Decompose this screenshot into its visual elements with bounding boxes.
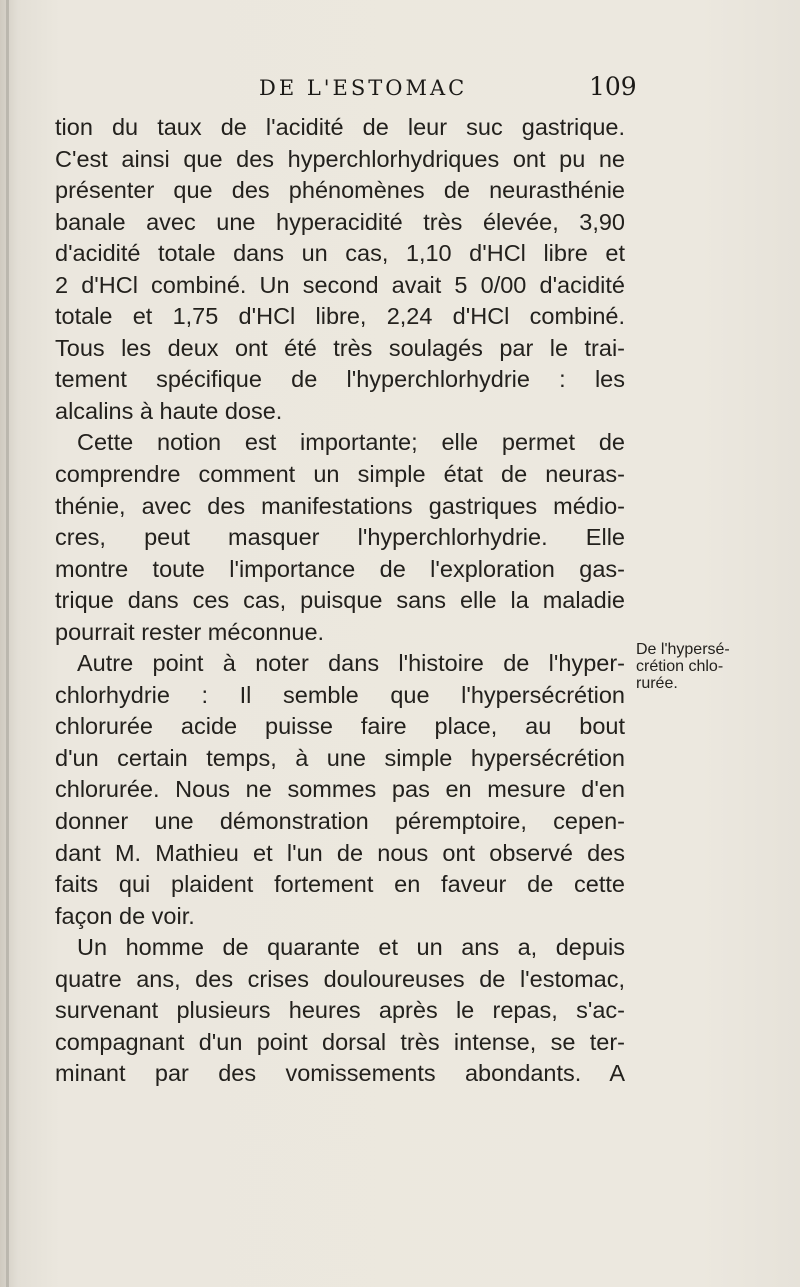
text-line: Tous les deux ont été très soulagés par le trai- bbox=[55, 334, 625, 361]
text-line: cres, peut masquer l'hyperchlorhydrie. Elle bbox=[55, 524, 625, 551]
text-line: montre toute l'importance de l'exploration gas- bbox=[55, 555, 625, 582]
text-line: chlorhydrie : Il semble que l'hypersécrétion bbox=[55, 681, 625, 708]
text-line: Cette notion est importante; elle permet de bbox=[77, 429, 625, 456]
margin-note-line: crétion chlo- bbox=[636, 658, 724, 675]
margin-note-line: rurée. bbox=[636, 675, 678, 692]
text-line: thénie, avec des manifestations gastriques médio- bbox=[55, 492, 625, 519]
text-line: 2 d'HCl combiné. Un second avait 5 0/00 d'acidité bbox=[55, 271, 625, 298]
text-line: Un homme de quarante et un ans a, depuis bbox=[77, 934, 625, 961]
text-line: façon de voir. bbox=[55, 902, 195, 929]
text-line: alcalins à haute dose. bbox=[55, 397, 283, 424]
margin-note bbox=[636, 641, 766, 692]
text-line: chlorurée. Nous ne sommes pas en mesure d'en bbox=[55, 776, 625, 803]
text-line: d'acidité totale dans un cas, 1,10 d'HCl libre et bbox=[55, 240, 625, 267]
text-line: Autre point à noter dans l'histoire de l'hyper- bbox=[77, 650, 625, 677]
page-gutter-edge bbox=[6, 0, 9, 1287]
text-line: tion du taux de l'acidité de leur suc gastrique. bbox=[55, 114, 625, 140]
text-line: compagnant d'un point dorsal très intense, se ter- bbox=[55, 1028, 625, 1055]
text-line: quatre ans, des crises douloureuses de l'estomac, bbox=[55, 965, 625, 992]
text-line: dant M. Mathieu et l'un de nous ont observé des bbox=[55, 839, 625, 866]
text-line: faits qui plaident fortement en faveur de cette bbox=[55, 871, 625, 898]
page-number: 109 bbox=[589, 72, 637, 101]
body-text bbox=[55, 112, 625, 1090]
text-line: minant par des vomissements abondants. A bbox=[55, 1060, 625, 1087]
text-line: banale avec une hyperacidité très élevée, 3,90 bbox=[55, 208, 625, 235]
text-line: survenant plusieurs heures après le repas, s'ac- bbox=[55, 997, 625, 1024]
running-head bbox=[0, 72, 800, 116]
text-line: C'est ainsi que des hyperchlorhydriques ont pu ne bbox=[55, 145, 625, 172]
text-line: tement spécifique de l'hyperchlorhydrie : les bbox=[55, 366, 625, 393]
text-line: comprendre comment un simple état de neuras- bbox=[55, 461, 625, 488]
text-line: pourrait rester méconnue. bbox=[55, 618, 325, 645]
margin-note-line: De l'hypersé- bbox=[636, 641, 730, 658]
text-line: présenter que des phénomènes de neurasthénie bbox=[55, 177, 625, 204]
text-line: trique dans ces cas, puisque sans elle la maladie bbox=[55, 587, 625, 614]
text-line: totale et 1,75 d'HCl libre, 2,24 d'HCl combiné. bbox=[55, 303, 625, 330]
running-title: DE L'ESTOMAC bbox=[259, 76, 468, 100]
text-line: chlorurée acide puisse faire place, au bout bbox=[55, 713, 625, 740]
text-line: donner une démonstration péremptoire, cepen- bbox=[55, 808, 625, 835]
text-line: d'un certain temps, à une simple hypersécrétion bbox=[55, 744, 625, 771]
